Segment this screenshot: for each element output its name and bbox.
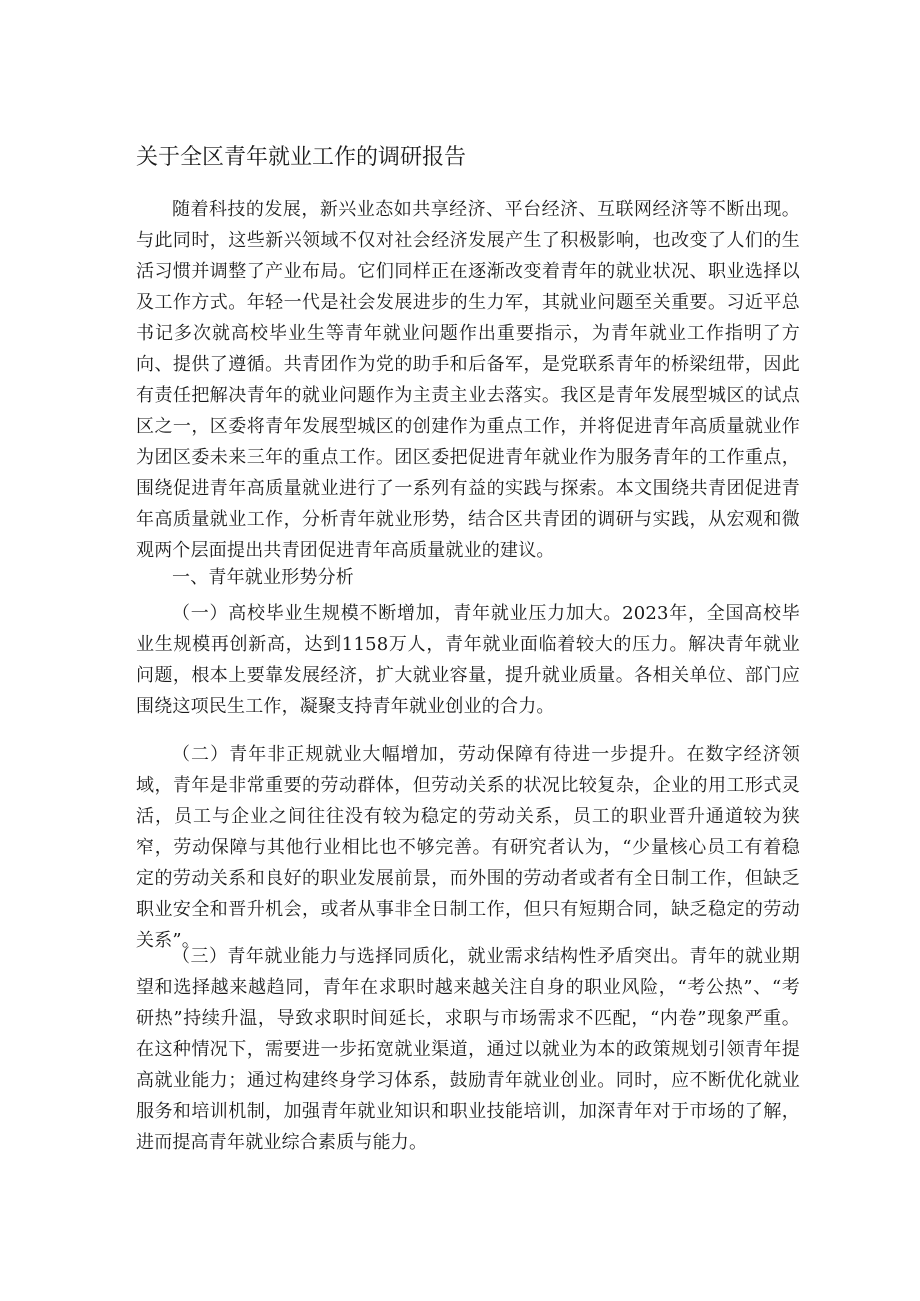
section-heading: 一、青年就业形势分析 [172,567,354,588]
section-paragraph-1: （一）高校毕业生规模不断增加，青年就业压力加大。2023年，全国高校毕业生规模再创新高，达到1158万人，青年就业面临着较大的压力。解决青年就业问题，根本上要靠发展经济，扩大就业容量，提升就业质量。各相关单位、部门应围绕这项民生工作，凝聚支持青年就业创业的合力。 [136,603,800,717]
section-paragraph-3: （三）青年就业能力与选择同质化，就业需求结构性矛盾突出。青年的就业期望和选择越来越趋同，青年在求职时越来越关注自身的职业风险，“考公热”、“考研热”持续升温，导致求职时间延长，求职与市场需求不匹配，“内卷”现象严重。在这种情况下，需要进一步拓宽就业渠道，通过以就业为本的政策规划引领青年提高就业能力；通过构建终身学习体系，鼓励青年就业创业。同时，应不断优化就业服务和培训机制，加强青年就业知识和职业技能培训，加深青年对于市场的了解，进而提高青年就业综合素质与能力。 [136,946,800,1153]
section-paragraph-2: （二）青年非正规就业大幅增加，劳动保障有待进一步提升。在数字经济领域，青年是非常重要的劳动群体，但劳动关系的状况比较复杂，企业的用工形式灵活，员工与企业之间往往没有较为稳定的劳动关系，员工的职业晋升通道较为狭窄，劳动保障与其他行业相比也不够完善。有研究者认为，“少量核心员工有着稳定的劳动关系和良好的职业发展前景，而外围的劳动者或者有全日制工作，但缺乏职业安全和晋升机会，或者从事非全日制工作，但只有短期合同，缺乏稳定的劳动关系”。 [136,744,800,951]
document-title: 关于全区青年就业工作的调研报告 [136,145,467,170]
intro-paragraph: 随着科技的发展，新兴业态如共享经济、平台经济、互联网经济等不断出现。与此同时，这些新兴领域不仅对社会经济发展产生了积极影响，也改变了人们的生活习惯并调整了产业布局。它们同样正在逐渐改变着青年的就业状况、职业选择以及工作方式。年轻一代是社会发展进步的生力军，其就业问题至关重要。习近平总书记多次就高校毕业生等青年就业问题作出重要指示，为青年就业工作指明了方向、提供了遵循。共青团作为党的助手和后备军，是党联系青年的桥梁纽带，因此有责任把解决青年的就业问题作为主责主业去落实。我区是青年发展型城区的试点区之一，区委将青年发展型城区的创建作为重点工作，并将促进青年高质量就业作为团区委未来三年的重点工作。团区委把促进青年就业作为服务青年的工作重点，围绕促进青年高质量就业进行了一系列有益的实践与探索。本文围绕共青团促进青年高质量就业工作，分析青年就业形势，结合区共青团的调研与实践，从宏观和微观两个层面提出共青团促进青年高质量就业的建议。 [136,199,800,561]
